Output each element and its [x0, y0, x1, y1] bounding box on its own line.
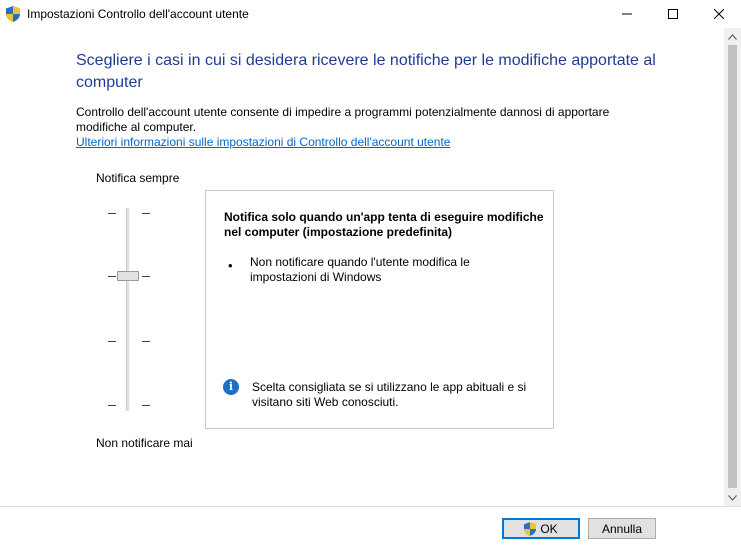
ok-button[interactable]	[502, 518, 580, 539]
info-bullet-text: Non notificare quando l'utente modifica le impostazioni di Windows	[250, 255, 470, 284]
slider-tick	[108, 213, 116, 214]
ok-button-label: OK	[540, 521, 558, 536]
slider-track[interactable]	[126, 208, 130, 411]
bullet-icon: •	[228, 258, 233, 273]
window-title: Impostazioni Controllo dell'account utente	[27, 7, 249, 21]
slider-tick	[142, 276, 150, 277]
page-heading: Scegliere i casi in cui si desidera ricevere le notifiche per le modifiche apportate al computer	[76, 52, 656, 91]
slider-tick	[142, 405, 150, 406]
more-info-link[interactable]: Ulteriori informazioni sulle impostazioni di Controllo dell'account utente	[76, 135, 451, 149]
scroll-down-button[interactable]	[724, 489, 741, 506]
scrollbar-thumb[interactable]	[728, 45, 737, 488]
description-text: Controllo dell'account utente consente di impedire a programmi potenzialmente dannosi di apportare modifiche al computer.	[76, 105, 610, 134]
slider-tick	[142, 213, 150, 214]
slider-tick	[108, 276, 116, 277]
dialog-footer	[0, 506, 741, 549]
maximize-icon	[668, 9, 678, 19]
vertical-scrollbar[interactable]	[724, 28, 741, 506]
close-button[interactable]	[696, 0, 741, 28]
slider-tick	[142, 341, 150, 342]
uac-shield-icon	[524, 522, 536, 536]
cancel-button[interactable]	[588, 518, 656, 539]
slider-top-label: Notifica sempre	[96, 171, 180, 185]
info-panel	[205, 190, 554, 429]
close-icon	[714, 9, 724, 19]
slider-bottom-label: Non notificare mai	[96, 436, 193, 450]
slider-tick	[108, 405, 116, 406]
chevron-up-icon	[728, 34, 737, 40]
content-area	[0, 28, 724, 506]
slider-tick	[108, 341, 116, 342]
scroll-up-button[interactable]	[724, 28, 741, 45]
slider-thumb[interactable]	[117, 271, 139, 281]
minimize-button[interactable]	[604, 0, 650, 28]
uac-shield-icon	[6, 6, 20, 22]
info-title: Notifica solo quando un'app tenta di eseguire modifiche nel computer (impostazione predefinita)	[224, 210, 544, 239]
minimize-icon	[622, 9, 632, 19]
maximize-button[interactable]	[650, 0, 696, 28]
info-note: Scelta consigliata se si utilizzano le app abituali e si visitano siti Web conosciuti.	[252, 380, 527, 409]
info-icon: i	[223, 379, 239, 395]
cancel-button-label: Annulla	[601, 521, 643, 536]
title-bar	[0, 0, 741, 28]
chevron-down-icon	[728, 495, 737, 501]
